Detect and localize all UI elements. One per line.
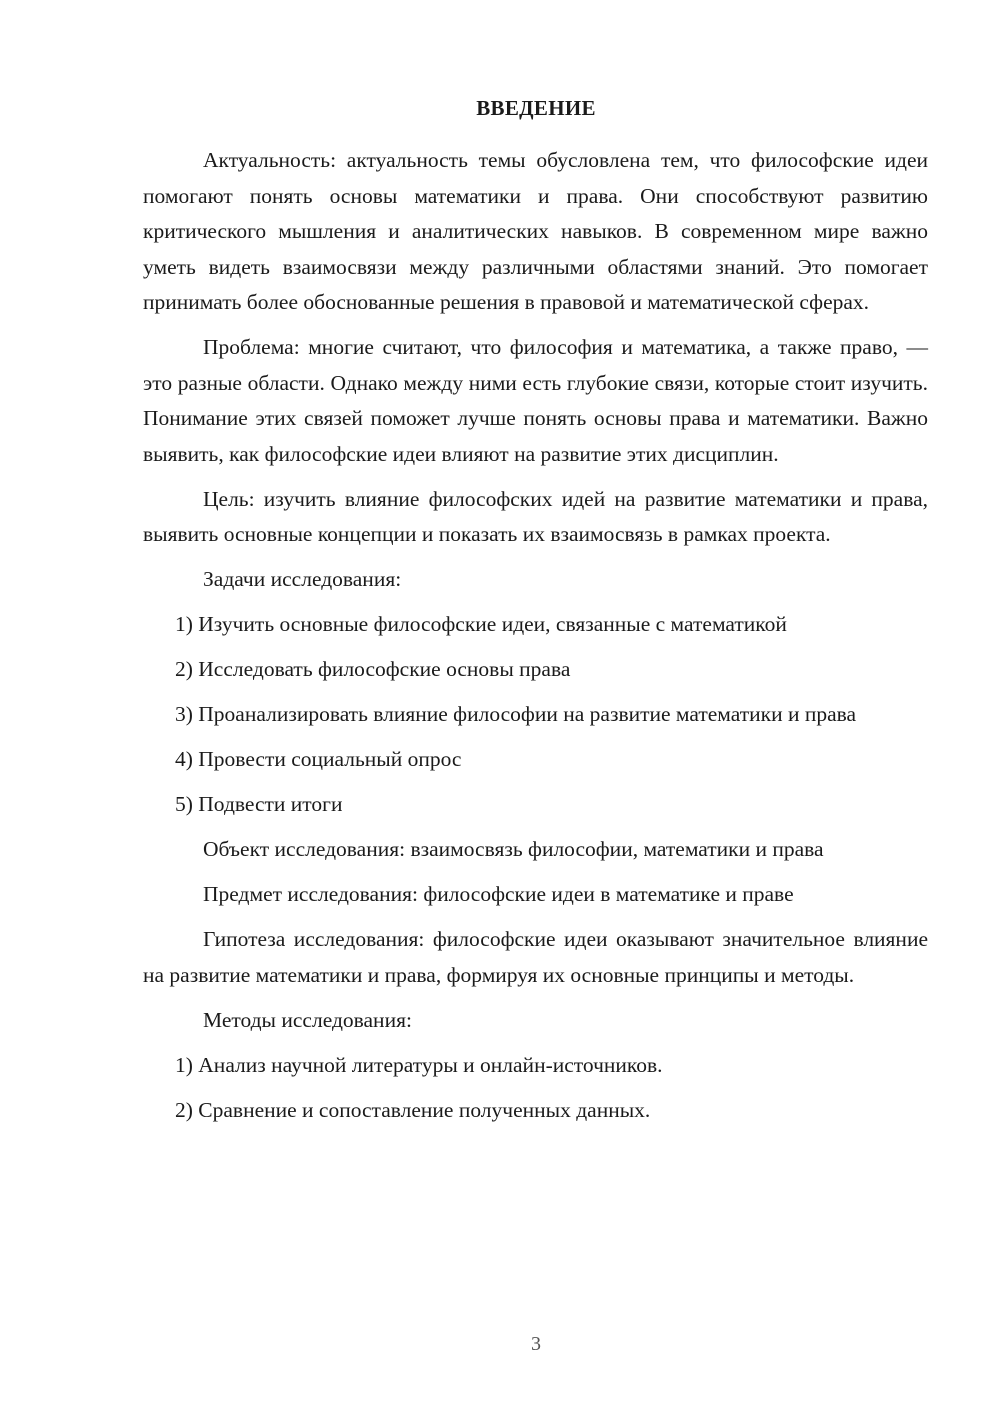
research-object: Объект исследования: взаимосвязь философии, математики и права	[203, 837, 824, 861]
document-body	[143, 143, 928, 1138]
task-item-1: 1) Изучить основные философские идеи, связанные с математикой	[175, 612, 787, 636]
method-item-2: 2) Сравнение и сопоставление полученных данных.	[175, 1097, 651, 1122]
paragraph-problem: Проблема: многие считают, что философия и математика, а также право, — это разные области. Однако между ними есть глубокие связи, которые стоит изучить. Понимание этих связей поможет лучше понять основы права и математики. Важно выявить, как философские идеи влияют на развитие этих дисциплин.	[143, 335, 928, 466]
methods-heading: Методы исследования:	[203, 1007, 412, 1032]
task-item-5: 5) Подвести итоги	[175, 792, 343, 816]
tasks-heading: Задачи исследования:	[203, 567, 402, 591]
task-item-4: 4) Провести социальный опрос	[175, 747, 462, 771]
method-item-1: 1) Анализ научной литературы и онлайн-источников.	[175, 1052, 663, 1077]
research-hypothesis: Гипотеза исследования: философские идеи оказывают значительное влияние на развитие математики и права, формируя их основные принципы и методы.	[143, 927, 928, 987]
paragraph-goal: Цель: изучить влияние философских идей на развитие математики и права, выявить основные концепции и показать их взаимосвязь в рамках проекта.	[143, 486, 928, 546]
research-subject: Предмет исследования: философские идеи в математике и праве	[203, 882, 794, 906]
page-number: 3	[531, 1333, 541, 1355]
task-item-3: 3) Проанализировать влияние философии на развитие математики и права	[175, 702, 857, 726]
task-item-2: 2) Исследовать философские основы права	[175, 657, 571, 681]
paragraph-relevance: Актуальность: актуальность темы обусловлена тем, что философские идеи помогают понять основы математики и права. Они способствуют развитию критического мышления и аналитических навыков. В современном мире важно уметь видеть взаимосвязи между различными областями знаний. Это помогает принимать более обоснованные решения в правовой и математической сферах.	[143, 148, 928, 314]
page-title: ВВЕДЕНИЕ	[476, 96, 596, 120]
